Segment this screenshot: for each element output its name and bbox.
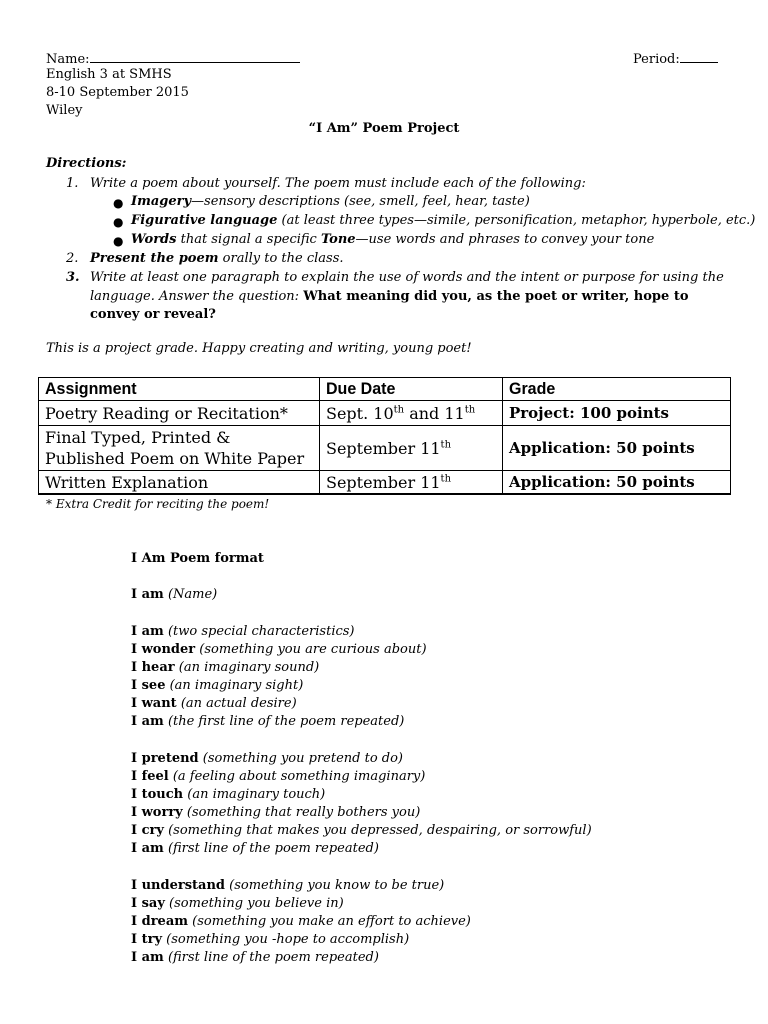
line-hint: (the first line of the poem repeated) [167,714,405,729]
cell-assignment: Poetry Reading or Recitation* [39,401,320,426]
cell-due-date [320,401,503,426]
item-number: 3. [66,270,80,285]
table-header-row [39,378,731,401]
cell-line-2: Published Poem on White Paper [45,449,305,468]
line-lead: I pretend [131,751,199,766]
bullet-icon: ● [113,215,124,229]
item-text-plain: Write at least one paragraph to explain the use of words and the intent or purpose for using the language. Answer the question: [90,270,724,304]
line-hint: (an imaginary sound) [178,660,320,675]
extra-credit-note: * Extra Credit for reciting the poem! [46,497,270,511]
line-lead: I say [131,896,165,911]
format-line [131,841,379,856]
period-label: Period: [633,52,680,67]
column-header-due-date: Due Date [320,377,503,401]
line-lead: I wonder [131,642,196,657]
cell-assignment: Written Explanation [39,471,320,495]
course-line: English 3 at SMHS [46,67,172,82]
cell-grade: Application: 50 points [503,471,731,495]
due-text: September 11 [326,472,441,492]
format-line [131,624,355,639]
name-line [46,48,300,67]
bullet-imagery [131,194,530,209]
item-bold: Present the poem [90,251,219,266]
due-text: Sept. 10 [326,403,394,423]
name-label: Name: [46,52,90,67]
line-hint: (Name) [167,587,218,602]
table-row [39,401,731,426]
bullet-text-2: —use words and phrases to convey your tone [355,232,655,247]
line-lead: I cry [131,823,164,838]
format-line [131,696,297,711]
item-text [90,250,730,269]
format-line [131,751,403,766]
line-lead: I see [131,678,166,693]
format-line [131,678,303,693]
date-line: 8-10 September 2015 [46,85,189,100]
format-line [131,950,379,965]
name-blank [90,48,300,63]
assignment-table [38,377,731,495]
line-lead: I understand [131,878,226,893]
bullet-bold-tone: Tone [320,232,356,247]
bullet-icon: ● [113,234,124,248]
due-text-mid: and 11 [404,403,465,423]
line-hint: (two special characteristics) [167,624,355,639]
format-line [131,914,471,929]
line-hint: (something that makes you depressed, despairing, or sorrowful) [168,823,592,838]
format-line [131,932,409,947]
column-header-grade: Grade [503,377,731,401]
bullet-text: that signal a specific [176,232,321,247]
item-text: Write a poem about yourself. The poem must include each of the following: [90,176,586,191]
bullet-bold: Imagery [131,194,192,209]
item-number: 2. [66,251,79,266]
due-sup: th [393,404,405,416]
item-number: 1. [66,176,79,191]
table-row [39,426,731,471]
page-title: “I Am” Poem Project [308,121,460,136]
project-note: This is a project grade. Happy creating and writing, young poet! [46,341,472,356]
format-title: I Am Poem format [131,551,264,566]
format-line [131,878,444,893]
line-lead: I touch [131,787,184,802]
line-hint: (something you believe in) [169,896,344,911]
format-line [131,587,217,602]
line-hint: (something you -hope to accomplish) [166,932,410,947]
cell-line-1: Final Typed, Printed & [45,428,231,447]
line-lead: I want [131,696,177,711]
line-lead: I am [131,624,164,639]
line-hint: (first line of the poem repeated) [167,950,379,965]
line-hint: (something you know to be true) [229,878,445,893]
cell-due-date [320,471,503,495]
format-line [131,823,592,838]
item-rest: orally to the class. [218,251,344,266]
bullet-icon: ● [113,196,124,210]
period-line [633,48,718,67]
line-lead: I am [131,587,164,602]
due-sup-2: th [464,404,476,416]
bullet-text: —sensory descriptions (see, smell, feel, hear, taste) [191,194,530,209]
due-sup: th [440,473,452,485]
line-hint: (something you pretend to do) [202,751,404,766]
format-line [131,769,425,784]
line-lead: I dream [131,914,188,929]
directions-heading: Directions: [46,156,127,171]
cell-grade: Project: 100 points [503,401,731,426]
cell-due-date [320,426,503,471]
item-text [90,269,730,325]
format-line [131,642,427,657]
line-hint: (an imaginary sight) [169,678,304,693]
period-blank [680,48,718,63]
bullet-bold: Figurative language [131,213,278,228]
line-hint: (something you make an effort to achieve) [192,914,471,929]
line-hint: (an imaginary touch) [187,787,326,802]
line-lead: I am [131,950,164,965]
item-question: What meaning did you, as the poet or writer, hope to convey or reveal? [90,288,689,322]
format-line [131,714,404,729]
bullet-text: (at least three types—simile, personification, metaphor, hyperbole, etc.) [277,213,756,228]
line-lead: I am [131,714,164,729]
cell-grade: Application: 50 points [503,426,731,471]
due-text: September 11 [326,438,441,458]
format-line [131,805,420,820]
line-lead: I try [131,932,163,947]
line-lead: I feel [131,769,169,784]
column-header-assignment: Assignment [39,377,320,401]
format-line [131,787,325,802]
line-hint: (something that really bothers you) [186,805,421,820]
line-hint: (first line of the poem repeated) [167,841,379,856]
format-line [131,896,344,911]
line-hint: (an actual desire) [180,696,297,711]
due-sup: th [440,439,452,451]
teacher-line: Wiley [46,103,83,118]
line-lead: I am [131,841,164,856]
line-lead: I hear [131,660,175,675]
format-line [131,660,319,675]
line-hint: (a feeling about something imaginary) [172,769,426,784]
bullet-words [131,232,654,247]
line-hint: (something you are curious about) [199,642,427,657]
table-row [39,471,731,495]
bullet-figurative [131,213,755,228]
line-lead: I worry [131,805,183,820]
cell-assignment [39,426,320,471]
bullet-bold: Words [131,232,177,247]
